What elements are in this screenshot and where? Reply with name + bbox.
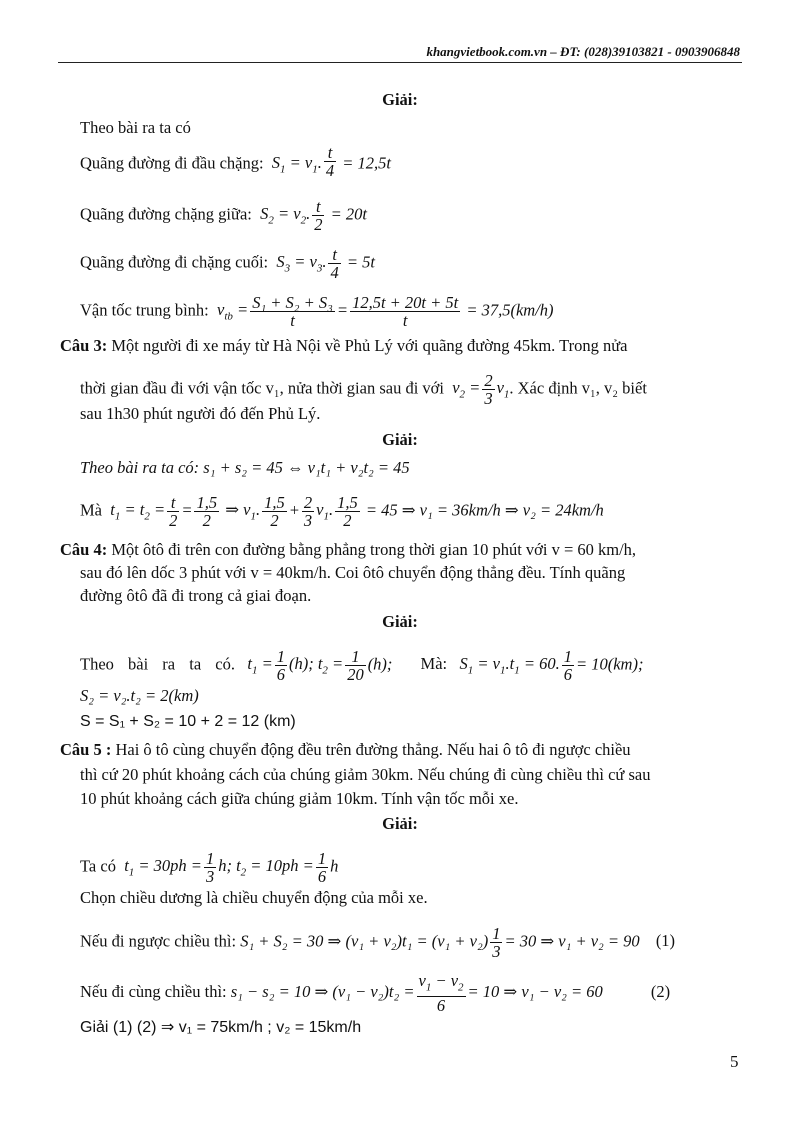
q4-line1 [60,540,636,560]
q5-sol4: Nếu đi cùng chiều thì: s₁ − s₂ = 10 ⇒ (v₁ − v₂)t₂ = $\frac{v_1 - v_2}{6}$ = 10 ⇒ v₁ − v₂ = 60 (2) [80,971,671,1016]
q2-vtb-den2: t [402,311,408,330]
q4-label: Câu 4: [60,540,108,559]
page-number: 5 [730,1052,739,1071]
q4-sol2: S₂ = v₂.t₂ = 2(km) [80,686,199,705]
q5-line1 [60,740,631,760]
q4-line3: đường ôtô đã đi trong cả giai đoạn. [80,586,312,605]
q2-vtb-result: = 37,5(km/h) [466,300,554,320]
q5-sol1: Ta có $t_1 = 30ph$ = $\frac{1}{3}$ h; $t_2 = 10ph$ = $\frac{1}{6}$ h [80,849,339,886]
q5-line3: 10 phút khoảng cách giữa chúng giảm 10km. Tính vận tốc mỗi xe. [80,789,519,808]
q4-sol3: S = S₁ + S₂ = 10 + 2 = 12 (km) [80,713,296,730]
q2-s2-formula: = 20t [330,204,367,224]
q5-sol1-prefix: Ta có [80,856,116,876]
q2-vtb-num1: S₁ + S₂ + S₃ [252,293,333,312]
q2-s2-label: Quãng đường chặng giữa: [80,204,252,224]
q3-line3: sau 1h30 phút người đó đến Phủ Lý. [80,404,321,423]
q4-solution-heading: Giải: [382,612,418,631]
q2-vtb-num2: 12,5t + 20t + 5t [352,293,459,312]
header-rule [58,62,742,63]
q4-sol1-ma: Mà: [420,654,448,674]
q2-s1-line: Quãng đường đi đầu chặng: $S_1 = v_1$. $\frac{t}{4}$ = 12,5t [80,143,391,180]
q2-solution-heading: Giải: [382,90,418,109]
q3-sol2-prefix: Mà [80,500,102,520]
q4-line2: sau đó lên dốc 3 phút với v = 40km/h. Coi ôtô chuyển động thẳng đều. Tính quãng [80,563,626,582]
q2-s3-label: Quãng đường đi chặng cuối: [80,252,269,272]
q5-sol3-tag: (1) [655,931,676,951]
q2-vtb-line: Vận tốc trung bình: $v_{tb}$ = $\frac{\text{S₁ + S₂ + S₃}}{t}$ = $\frac{12,5t + 20t + 5t}{t}$ = 37,5(km/h) [80,293,554,330]
q2-s3-line: Quãng đường đi chặng cuối: $S_3 = v_3$. $\frac{t}{4}$ = 5t [80,245,375,282]
q3-line2: thời gian đầu đi với vận tốc v₁, nửa thời gian sau đi với $v_2$ = $\frac{2}{3}$ $v_1$. Xác định v₁, v₂ biết [80,371,647,408]
q5-sol3-label: Nếu đi ngược chiều thì: [80,931,237,951]
q2-vtb-label: Vận tốc trung bình: [80,300,209,320]
q4-sol1: Theo bài ra ta có. $t_1$ = $\frac{1}{6}$ (h); $t_2$ = $\frac{1}{20}$ (h); Mà: $S_1 = v_1.t_1 = 60$. $\frac{1}{6}$ = 10(km); [80,647,644,684]
q3-text2a: thời gian đầu đi với vận tốc v₁, nửa thời gian sau đi với [80,378,444,398]
q3-text2b: . Xác định v₁, v₂ biết [509,378,647,398]
q2-s3-formula: = 5t [346,252,375,272]
q5-text1: Hai ô tô cùng chuyển động đều trên đường thẳng. Nếu hai ô tô đi ngược chiều [115,740,631,759]
q4-text1: Một ôtô đi trên con đường bằng phẳng trong thời gian 10 phút với v = 60 km/h, [111,540,637,559]
q5-sol4-label: Nếu đi cùng chiều thì: [80,981,227,1001]
q3-sol2-end: = 45 ⇒ v₁ = 36km/h ⇒ v₂ = 24km/h [365,500,604,520]
q5-label: Câu 5 : [60,740,112,759]
q2-s1-label: Quãng đường đi đầu chặng: [80,153,264,173]
q5-sol3-a: S₁ + S₂ = 30 ⇒ (v₁ + v₂)t₁ = (v₁ + v₂) [240,931,489,951]
q5-sol2: Chọn chiều dương là chiều chuyển động của mỗi xe. [80,888,428,907]
q3-sol2: Mà $t_1 = t_2$ = $\frac{t}{2}$ = $\frac{1,5}{2}$ ⇒ $v_1$. $\frac{1,5}{2}$ + $\frac{2}{3}$ $v_1$. $\frac{1,5}{2}$ = 45 ⇒ v₁ = 36km/h ⇒ v₂ = 24km/h [80,493,604,530]
q3-text1: Một người đi xe máy từ Hà Nội về Phủ Lý với quãng đường 45km. Trong nửa [111,336,628,355]
q5-sol3-b: = 30 ⇒ v₁ + v₂ = 90 [504,931,640,951]
q3-solution-heading: Giải: [382,430,418,449]
q5-sol5: Giải (1) (2) ⇒ v₁ = 75km/h ; v₂ = 15km/h [80,1019,362,1036]
q2-intro: Theo bài ra ta có [80,118,191,137]
q2-s1-formula: = 12,5t [342,153,391,173]
q5-sol4-a: s₁ − s₂ = 10 ⇒ (v₁ − v₂)t₂ = [230,981,415,1001]
page-header: khangvietbook.com.vn – ĐT: (028)39103821 - 0903906848 [426,44,740,59]
q5-sol4-tag: (2) [650,981,671,1001]
q2-vtb-den1: t [290,311,295,330]
q5-line2: thì cứ 20 phút khoảng cách của chúng giảm 30km. Nếu chúng đi cùng chiều thì cứ sau [80,765,651,784]
q2-s2-line: Quãng đường chặng giữa: $S_2 = v_2$. $\frac{t}{2}$ = 20t [80,197,367,234]
q5-sol3: Nếu đi ngược chiều thì: S₁ + S₂ = 30 ⇒ (v₁ + v₂)t₁ = (v₁ + v₂) $\frac{1}{3}$ = 30 ⇒ v₁ + v₂ = 90 (1) [80,924,676,961]
q3-line1 [60,336,627,356]
q3-label: Câu 3: [60,336,108,355]
q5-sol4-b: = 10 ⇒ v₁ − v₂ = 60 [467,981,603,1001]
q4-sol1-words: Theo bài ra ta có. [80,654,235,674]
q3-sol1: Theo bài ra ta có: s₁ + s₂ = 45 ⇔ v₁t₁ + v₂t₂ = 45 [80,458,410,477]
q5-solution-heading: Giải: [382,814,418,833]
